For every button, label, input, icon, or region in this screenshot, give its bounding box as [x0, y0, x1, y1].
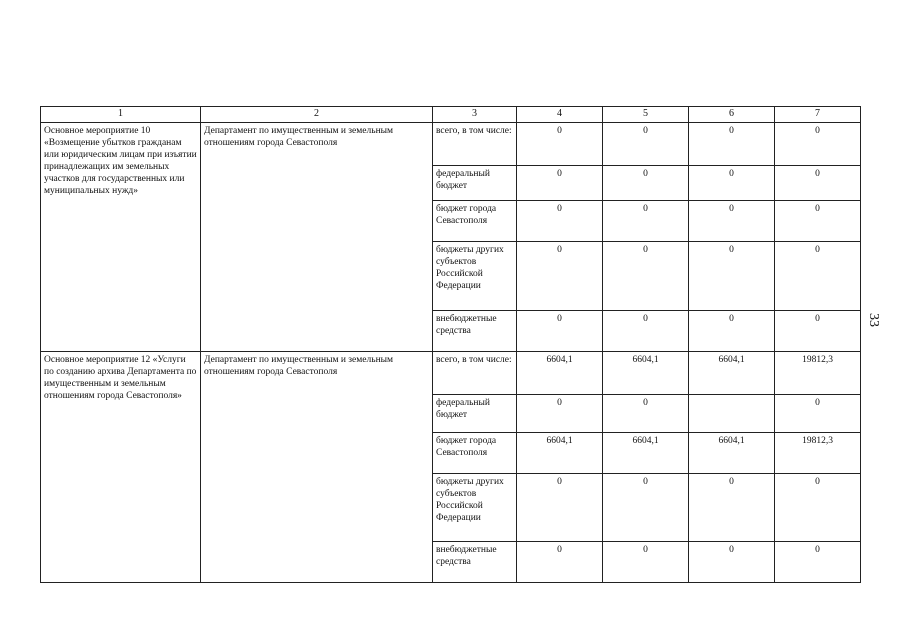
source-cell: бюджет города Севастополя [433, 433, 517, 474]
header-cell: 4 [517, 107, 603, 123]
value-cell: 0 [517, 123, 603, 166]
value-cell: 0 [775, 395, 861, 433]
value-cell: 0 [517, 166, 603, 201]
value-cell: 0 [775, 242, 861, 311]
value-cell: 0 [689, 166, 775, 201]
value-cell: 0 [603, 201, 689, 242]
measure-cell: Основное мероприятие 10 «Возмещение убытков гражданам или юридическим лицам при изъятии принадлежащих им земельных участков для государственных или муниципальных нужд» [41, 123, 201, 352]
source-cell: всего, в том числе: [433, 352, 517, 395]
source-cell: федеральный бюджет [433, 166, 517, 201]
value-cell: 6604,1 [517, 433, 603, 474]
value-cell: 6604,1 [689, 433, 775, 474]
value-cell: 6604,1 [603, 433, 689, 474]
value-cell: 0 [603, 395, 689, 433]
value-cell: 0 [603, 242, 689, 311]
header-cell: 2 [201, 107, 433, 123]
value-cell: 0 [517, 474, 603, 542]
source-cell: внебюджетные средства [433, 311, 517, 352]
budget-table [40, 106, 861, 583]
value-cell: 19812,3 [775, 352, 861, 395]
value-cell: 0 [517, 542, 603, 583]
source-cell: бюджеты других субъектов Российской Федерации [433, 242, 517, 311]
value-cell: 6604,1 [517, 352, 603, 395]
value-cell: 0 [517, 311, 603, 352]
value-cell: 0 [603, 311, 689, 352]
value-cell: 0 [517, 242, 603, 311]
value-cell: 6604,1 [689, 352, 775, 395]
executor-cell: Департамент по имущественным и земельным отношениям города Севастополя [201, 123, 433, 352]
value-cell: 0 [689, 542, 775, 583]
header-cell: 3 [433, 107, 517, 123]
source-cell: бюджеты других субъектов Российской Федерации [433, 474, 517, 542]
value-cell: 0 [603, 542, 689, 583]
value-cell: 0 [689, 311, 775, 352]
header-cell: 1 [41, 107, 201, 123]
value-cell: 0 [517, 201, 603, 242]
value-cell: 0 [775, 311, 861, 352]
value-cell: 0 [603, 166, 689, 201]
source-cell: всего, в том числе: [433, 123, 517, 166]
source-cell: бюджет города Севастополя [433, 201, 517, 242]
value-cell: 0 [775, 166, 861, 201]
table-row [41, 123, 861, 166]
value-cell: 0 [775, 542, 861, 583]
value-cell: 0 [689, 474, 775, 542]
value-cell: 0 [775, 474, 861, 542]
value-cell: 0 [775, 201, 861, 242]
table-row [41, 352, 861, 395]
value-cell: 0 [517, 395, 603, 433]
executor-cell: Департамент по имущественным и земельным отношениям города Севастополя [201, 352, 433, 583]
value-cell [689, 395, 775, 433]
source-cell: внебюджетные средства [433, 542, 517, 583]
header-cell: 5 [603, 107, 689, 123]
value-cell: 19812,3 [775, 433, 861, 474]
value-cell: 0 [689, 242, 775, 311]
value-cell: 6604,1 [603, 352, 689, 395]
value-cell: 0 [775, 123, 861, 166]
value-cell: 0 [603, 123, 689, 166]
measure-cell: Основное мероприятие 12 «Услуги по созданию архива Департамента по имущественным и земельным отношениям города Севастополя» [41, 352, 201, 583]
page-number: 33 [866, 313, 881, 327]
header-cell: 6 [689, 107, 775, 123]
header-row [41, 107, 861, 123]
value-cell: 0 [689, 201, 775, 242]
source-cell: федеральный бюджет [433, 395, 517, 433]
header-cell: 7 [775, 107, 861, 123]
value-cell: 0 [689, 123, 775, 166]
value-cell: 0 [603, 474, 689, 542]
